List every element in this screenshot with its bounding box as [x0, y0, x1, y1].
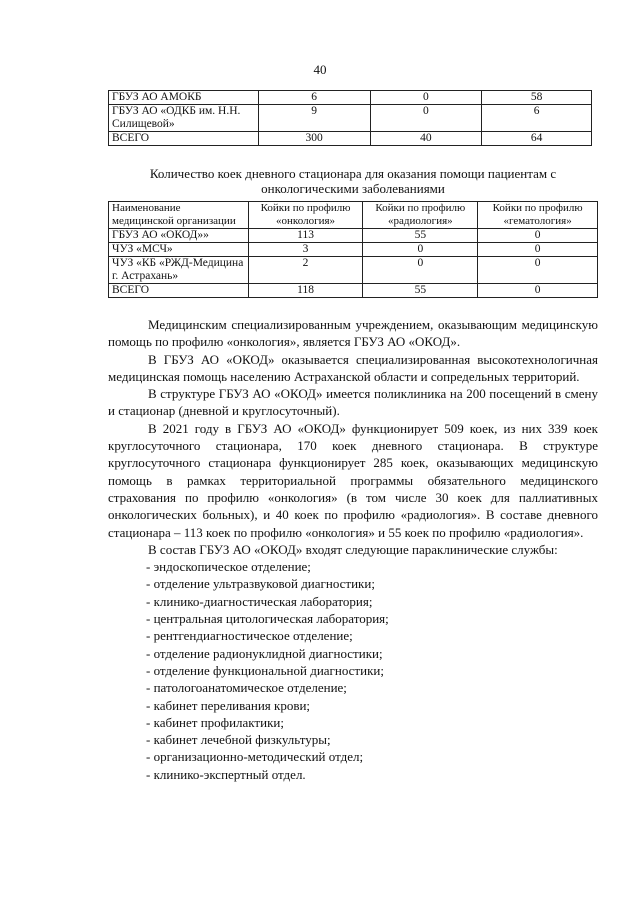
org-cell: ГБУЗ АО «ОДКБ им. Н.Н. Силищевой»: [109, 105, 259, 132]
value-cell: 0: [478, 229, 598, 243]
paragraph: В 2021 году в ГБУЗ АО «ОКОД» функционирует 509 коек, из них 339 коек круглосуточного стационара, 170 коек дневного стационара. В структуре круглосуточного стационара функционирует 285 коек, оказывающих медицинскую помощь в рамках территориальной программы обязательного медицинского страхования по профилю «онкология» (в том числе 30 коек для паллиативных онкологических больных), и 40 коек по профилю «радиология». В составе дневного стационара – 113 коек по профилю «онкология» и 55 коек по профилю «радиология».: [108, 420, 598, 540]
body-text: [108, 316, 598, 783]
value-cell: 0: [478, 284, 598, 298]
value-cell: 0: [363, 257, 478, 284]
value-cell: 55: [363, 284, 478, 298]
value-cell: 0: [370, 91, 482, 105]
table-caption: Количество коек дневного стационара для оказания помощи пациентам с онкологическими заболеваниями: [149, 166, 557, 196]
value-cell: 58: [482, 91, 592, 105]
paragraph: В структуре ГБУЗ АО «ОКОД» имеется поликлиника на 200 посещений в смену и стационар (дневной и круглосуточный).: [108, 386, 598, 419]
value-cell: 9: [258, 105, 370, 132]
org-cell: ЧУЗ «КБ «РЖД-Медицина г. Астрахань»: [109, 257, 249, 284]
table-row-total: [109, 284, 598, 298]
value-cell: 113: [248, 229, 363, 243]
table-header-row: [109, 202, 598, 229]
table-row: [109, 91, 592, 105]
value-cell: 0: [370, 105, 482, 132]
paragraph: В состав ГБУЗ АО «ОКОД» входят следующие параклинические службы:: [148, 541, 558, 557]
table-row: [109, 243, 598, 257]
column-header: Койки по профилю «радиология»: [363, 202, 478, 229]
table-row: [109, 257, 598, 284]
list-item: - отделение функциональной диагностики;: [146, 662, 384, 678]
page-number: 40: [313, 62, 327, 77]
list-item: - клинико-экспертный отдел.: [146, 766, 306, 782]
value-cell: 0: [478, 243, 598, 257]
column-header: Койки по профилю «онкология»: [248, 202, 363, 229]
table-day-hospital-beds: [108, 201, 598, 298]
column-header: Койки по профилю «гематология»: [478, 202, 598, 229]
value-cell: 0: [363, 243, 478, 257]
list-item: - клинико-диагностическая лаборатория;: [146, 593, 373, 609]
paragraph: Медицинским специализированным учреждением, оказывающим медицинскую помощь по профилю «онкология», является ГБУЗ АО «ОКОД».: [108, 317, 598, 350]
list-item: - организационно-методический отдел;: [146, 749, 364, 765]
value-cell: 6: [482, 105, 592, 132]
table-row: [109, 105, 592, 132]
value-cell: 64: [482, 132, 592, 146]
table-inpatient-beds: [108, 90, 592, 146]
list-item: - кабинет переливания крови;: [146, 697, 311, 713]
list-item: - патологоанатомическое отделение;: [146, 680, 347, 696]
value-cell: 40: [370, 132, 482, 146]
org-cell: ЧУЗ «МСЧ»: [109, 243, 249, 257]
list-item: - отделение радионуклидной диагностики;: [146, 645, 383, 661]
list-item: - отделение ультразвуковой диагностики;: [146, 576, 375, 592]
list-item: - кабинет лечебной физкультуры;: [146, 732, 331, 748]
list-item: - центральная цитологическая лаборатория;: [146, 611, 389, 627]
value-cell: 300: [258, 132, 370, 146]
services-list: [108, 558, 598, 783]
value-cell: 55: [363, 229, 478, 243]
value-cell: 0: [478, 257, 598, 284]
org-cell: ВСЕГО: [109, 132, 259, 146]
value-cell: 3: [248, 243, 363, 257]
org-cell: ГБУЗ АО АМОКБ: [109, 91, 259, 105]
paragraph: В ГБУЗ АО «ОКОД» оказывается специализированная высокотехнологичная медицинская помощь населению Астраханской области и сопредельных территорий.: [108, 351, 598, 384]
org-cell: ВСЕГО: [109, 284, 249, 298]
value-cell: 118: [248, 284, 363, 298]
table-row: [109, 229, 598, 243]
table-row-total: [109, 132, 592, 146]
value-cell: 6: [258, 91, 370, 105]
list-item: - эндоскопическое отделение;: [146, 559, 311, 575]
column-header: Наименование медицинской организации: [109, 202, 249, 229]
org-cell: ГБУЗ АО «ОКОД»»: [109, 229, 249, 243]
value-cell: 2: [248, 257, 363, 284]
list-item: - рентгендиагностическое отделение;: [146, 628, 353, 644]
list-item: - кабинет профилактики;: [146, 714, 284, 730]
